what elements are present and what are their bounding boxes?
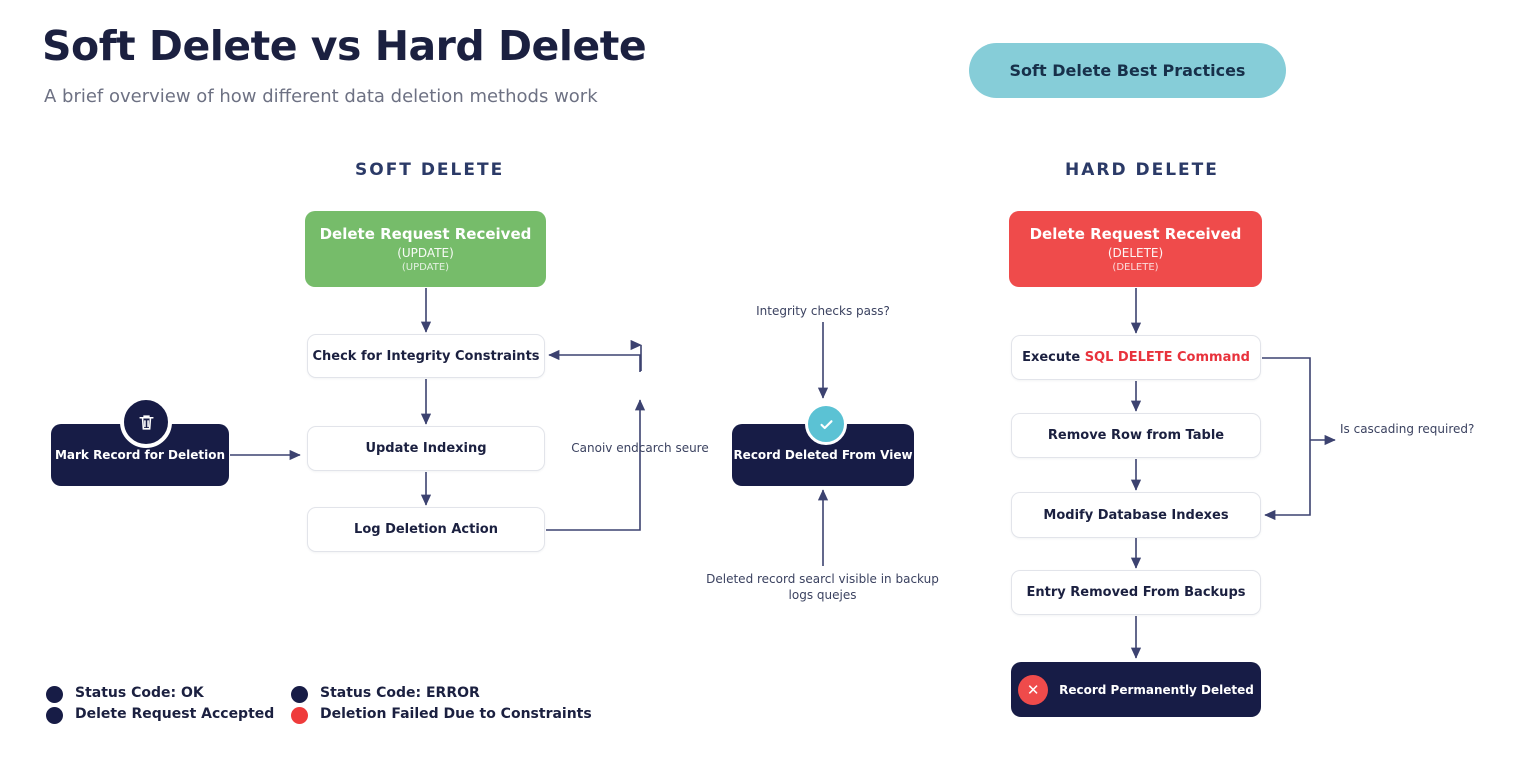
annotation-cascade: Is cascading required? xyxy=(1340,422,1475,436)
legend-label-1: Delete Request Accepted xyxy=(75,706,275,722)
soft-step-log-label: Log Deletion Action xyxy=(354,522,498,537)
hard-step-remove-row-label: Remove Row from Table xyxy=(1047,428,1225,443)
hard-step-execute[interactable] xyxy=(1011,335,1261,380)
hard-step-execute-highlight: SQL DELETE Command xyxy=(1084,350,1250,365)
hard-start-title: Delete Request Received xyxy=(1029,225,1242,243)
page-title: Soft Delete vs Hard Delete xyxy=(42,22,647,70)
hard-step-execute-prefix: Execute xyxy=(1022,350,1085,365)
hard-start-node[interactable] xyxy=(1009,211,1262,287)
legend-dot-0 xyxy=(46,686,63,703)
soft-step-log[interactable] xyxy=(307,507,545,552)
hard-step-modify-indexes-label: Modify Database Indexes xyxy=(1043,507,1229,523)
legend-dot-2 xyxy=(291,686,308,703)
soft-step-integrity-label: Check for Integrity Constraints xyxy=(312,348,540,364)
record-permanently-deleted-label: Record Permanently Deleted xyxy=(1059,682,1254,697)
legend-label-3: Deletion Failed Due to Constraints xyxy=(320,706,592,722)
soft-start-sub2: (UPDATE) xyxy=(401,262,450,273)
check-circle-icon xyxy=(805,403,847,445)
soft-step-indexing-label: Update Indexing xyxy=(365,441,487,456)
hard-start-sub2: (DELETE) xyxy=(1112,262,1159,273)
legend-dot-1 xyxy=(46,707,63,724)
record-permanently-deleted-node[interactable] xyxy=(1011,662,1261,717)
soft-step-indexing[interactable] xyxy=(307,426,545,471)
hard-step-remove-row[interactable] xyxy=(1011,413,1261,458)
hard-step-execute-label xyxy=(1022,350,1250,365)
soft-start-node[interactable] xyxy=(305,211,546,287)
page-subtitle: A brief overview of how different data deletion methods work xyxy=(44,86,598,107)
record-deleted-from-view-label: Record Deleted From View xyxy=(733,448,913,462)
hard-step-backups[interactable] xyxy=(1011,570,1261,615)
annotation-backup: Deleted record searcl visible in backup logs quejes xyxy=(706,572,939,603)
mark-record-label: Mark Record for Deletion xyxy=(54,448,226,462)
hard-delete-heading: HARD DELETE xyxy=(1065,160,1219,180)
hard-start-sub: (DELETE) xyxy=(1107,246,1164,260)
annotation-cannot: Canoiv endcarch seure xyxy=(571,441,709,455)
hard-step-backups-label: Entry Removed From Backups xyxy=(1026,585,1246,600)
soft-delete-heading: SOFT DELETE xyxy=(355,160,505,180)
best-practices-pill[interactable]: Soft Delete Best Practices xyxy=(969,43,1286,98)
legend-label-0: Status Code: OK xyxy=(75,685,204,701)
hard-step-modify-indexes[interactable] xyxy=(1011,492,1261,538)
soft-start-title: Delete Request Received xyxy=(319,225,532,243)
legend-label-2: Status Code: ERROR xyxy=(320,685,480,701)
annotation-integrity: Integrity checks pass? xyxy=(756,304,890,318)
legend-dot-3 xyxy=(291,707,308,724)
trash-icon xyxy=(120,396,172,448)
soft-step-integrity[interactable] xyxy=(307,334,545,378)
soft-start-sub: (UPDATE) xyxy=(397,246,454,260)
x-circle-icon: ✕ xyxy=(1018,675,1048,705)
